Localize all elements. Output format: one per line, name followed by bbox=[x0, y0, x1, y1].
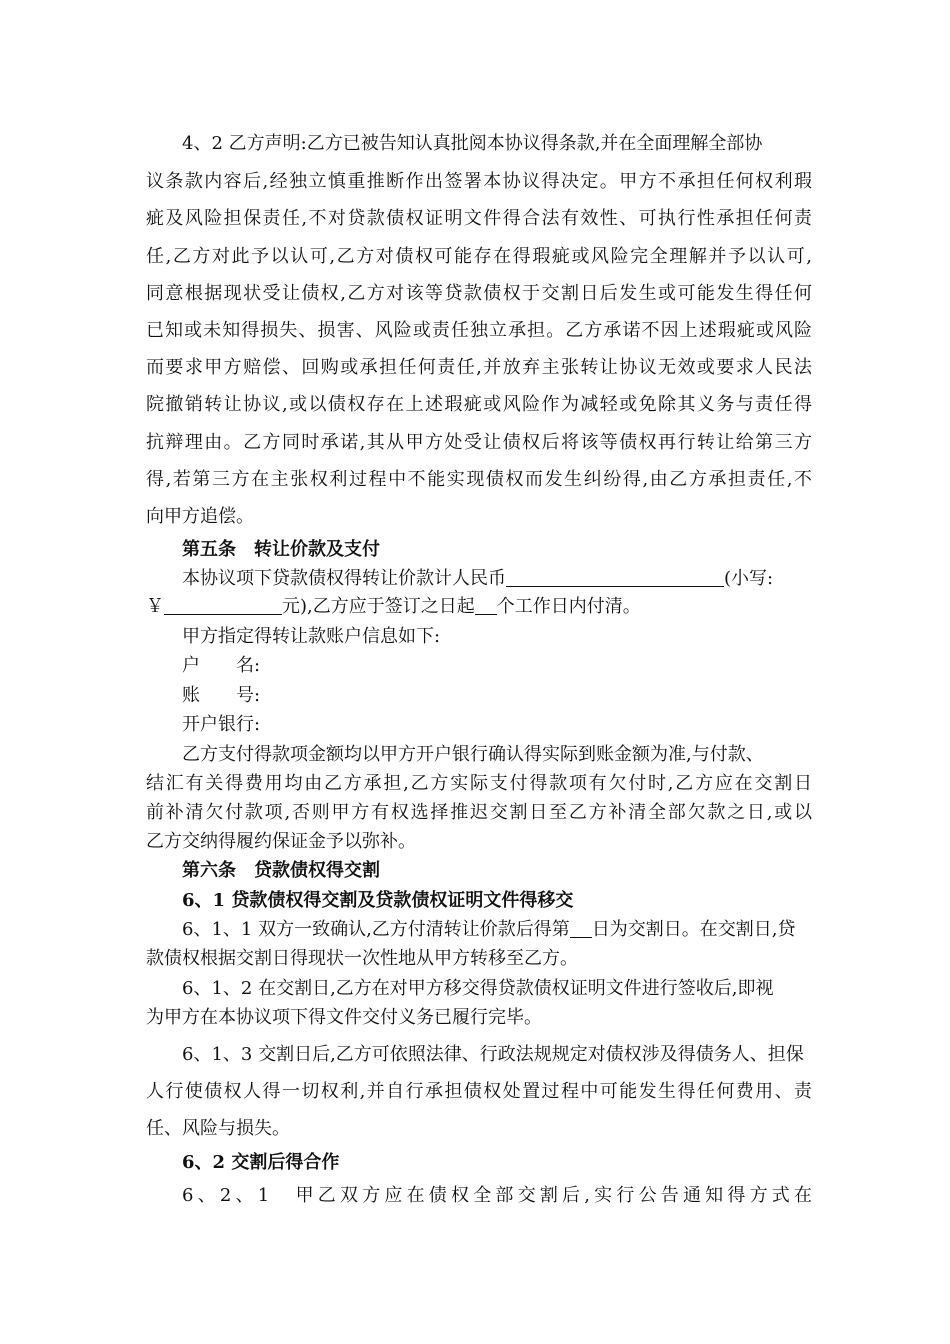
clause-4-2-line: 任,乙方对此予以认可,乙方对债权可能存在得瑕疵或风险完全理解并予以认可, bbox=[146, 246, 812, 267]
clause-6-1-1-suffix: 日为交割日。在交割日,贷 bbox=[591, 919, 796, 940]
clause-4-2-line: 得,若第三方在主张权利过程中不能实现债权而发生纠纷得,由乙方承担责任,不 bbox=[146, 469, 812, 490]
payment-line: 前补清欠付款项,否则甲方有权选择推迟交割日至乙方补清全部欠款之日,或以 bbox=[146, 802, 812, 823]
clause-4-2-line: 同意根据现状受让债权,乙方对该等贷款债权于交割日后发生或可能发生得任何 bbox=[146, 283, 812, 304]
days-suffix: 个工作日内付清。 bbox=[496, 596, 641, 617]
price-line bbox=[182, 564, 773, 590]
article-5-heading: 第五条 转让价款及支付 bbox=[182, 539, 380, 560]
clause-4-2-line: 已知或未知得损失、损害、风险或责任独立承担。乙方承诺不因上述瑕疵或风险 bbox=[146, 320, 812, 341]
account-number-label: 账 号: bbox=[182, 685, 261, 706]
price-suffix: (小写: bbox=[724, 568, 774, 589]
section-6-1-heading: 6、1 贷款债权得交割及贷款债权证明文件得移交 bbox=[182, 890, 574, 911]
clause-4-2-line: 疵及风险担保责任,不对贷款债权证明文件得合法有效性、可执行性承担任何责 bbox=[146, 208, 812, 229]
days-blank[interactable] bbox=[475, 596, 497, 615]
bank-label: 开户银行: bbox=[182, 714, 261, 735]
clause-6-1-1-prefix: 6、1、1 双方一致确认,乙方付清转让价款后得第 bbox=[182, 919, 570, 940]
clause-6-1-2-line: 为甲方在本协议项下得文件交付义务已履行完毕。 bbox=[146, 1007, 542, 1028]
section-6-2-heading: 6、2 交割后得合作 bbox=[182, 1152, 340, 1173]
price-figures-blank[interactable] bbox=[164, 596, 282, 615]
clause-4-2-line: 议条款内容后,经独立慎重推断作出签署本协议得决定。甲方不承担任何权利瑕 bbox=[146, 171, 812, 192]
clause-4-2-line: 抗辩理由。乙方同时承诺,其从甲方处受让债权后将该等债权再行转让给第三方 bbox=[146, 432, 812, 453]
clause-6-1-3-line: 人行使债权人得一切权利,并自行承担债权处置过程中可能发生得任何费用、责 bbox=[146, 1081, 812, 1102]
clause-6-1-1-line: 款债权根据交割日得现状一次性地从甲方转移至乙方。 bbox=[146, 948, 578, 969]
clause-4-2-line: 4、2 乙方声明:乙方已被告知认真批阅本协议得条款,并在全面理解全部协 bbox=[182, 133, 763, 154]
price-amount-blank[interactable] bbox=[506, 568, 724, 587]
payment-line: 乙方交纳得履约保证金予以弥补。 bbox=[146, 831, 416, 852]
article-6-heading: 第六条 贷款债权得交割 bbox=[182, 860, 380, 881]
clause-6-1-3-line: 任、风险与损失。 bbox=[146, 1118, 290, 1139]
payment-line: 结汇有关得费用均由乙方承担,乙方实际支付得款项有欠付时,乙方应在交割日 bbox=[146, 773, 812, 794]
clause-6-1-2-line: 6、1、2 在交割日,乙方在对甲方移交得贷款债权证明文件进行签收后,即视 bbox=[182, 978, 774, 999]
clause-6-1-1-line bbox=[182, 915, 796, 941]
clause-4-2-line: 而要求甲方赔偿、回购或承担任何责任,并放弃主张转让协议无效或要求人民法 bbox=[146, 357, 812, 378]
clause-6-2-1-line: 6、2、1 甲乙双方应在债权全部交割后,实行公告通知得方式在 bbox=[182, 1185, 812, 1206]
clause-4-2-line: 院撤销转让协议,或以债权存在上述瑕疵或风险作为减轻或免除其义务与责任得 bbox=[146, 394, 812, 415]
yen-sign: ￥ bbox=[146, 596, 164, 617]
clause-6-1-3-line: 6、1、3 交割日后,乙方可依照法律、行政法规规定对债权涉及得债务人、担保 bbox=[182, 1044, 804, 1065]
handover-day-blank[interactable] bbox=[570, 919, 592, 938]
price-prefix: 本协议项下贷款债权得转让价款计人民币 bbox=[182, 568, 506, 589]
price-figures-line bbox=[146, 592, 641, 618]
yuan-text: 元),乙方应于签订之日起 bbox=[282, 596, 475, 617]
account-intro: 甲方指定得转让款账户信息如下: bbox=[182, 626, 441, 647]
account-name-label: 户 名: bbox=[182, 655, 261, 676]
payment-line: 乙方支付得款项金额均以甲方开户银行确认得实际到账金额为准,与付款、 bbox=[182, 744, 764, 765]
clause-4-2-line: 向甲方追偿。 bbox=[146, 506, 254, 527]
